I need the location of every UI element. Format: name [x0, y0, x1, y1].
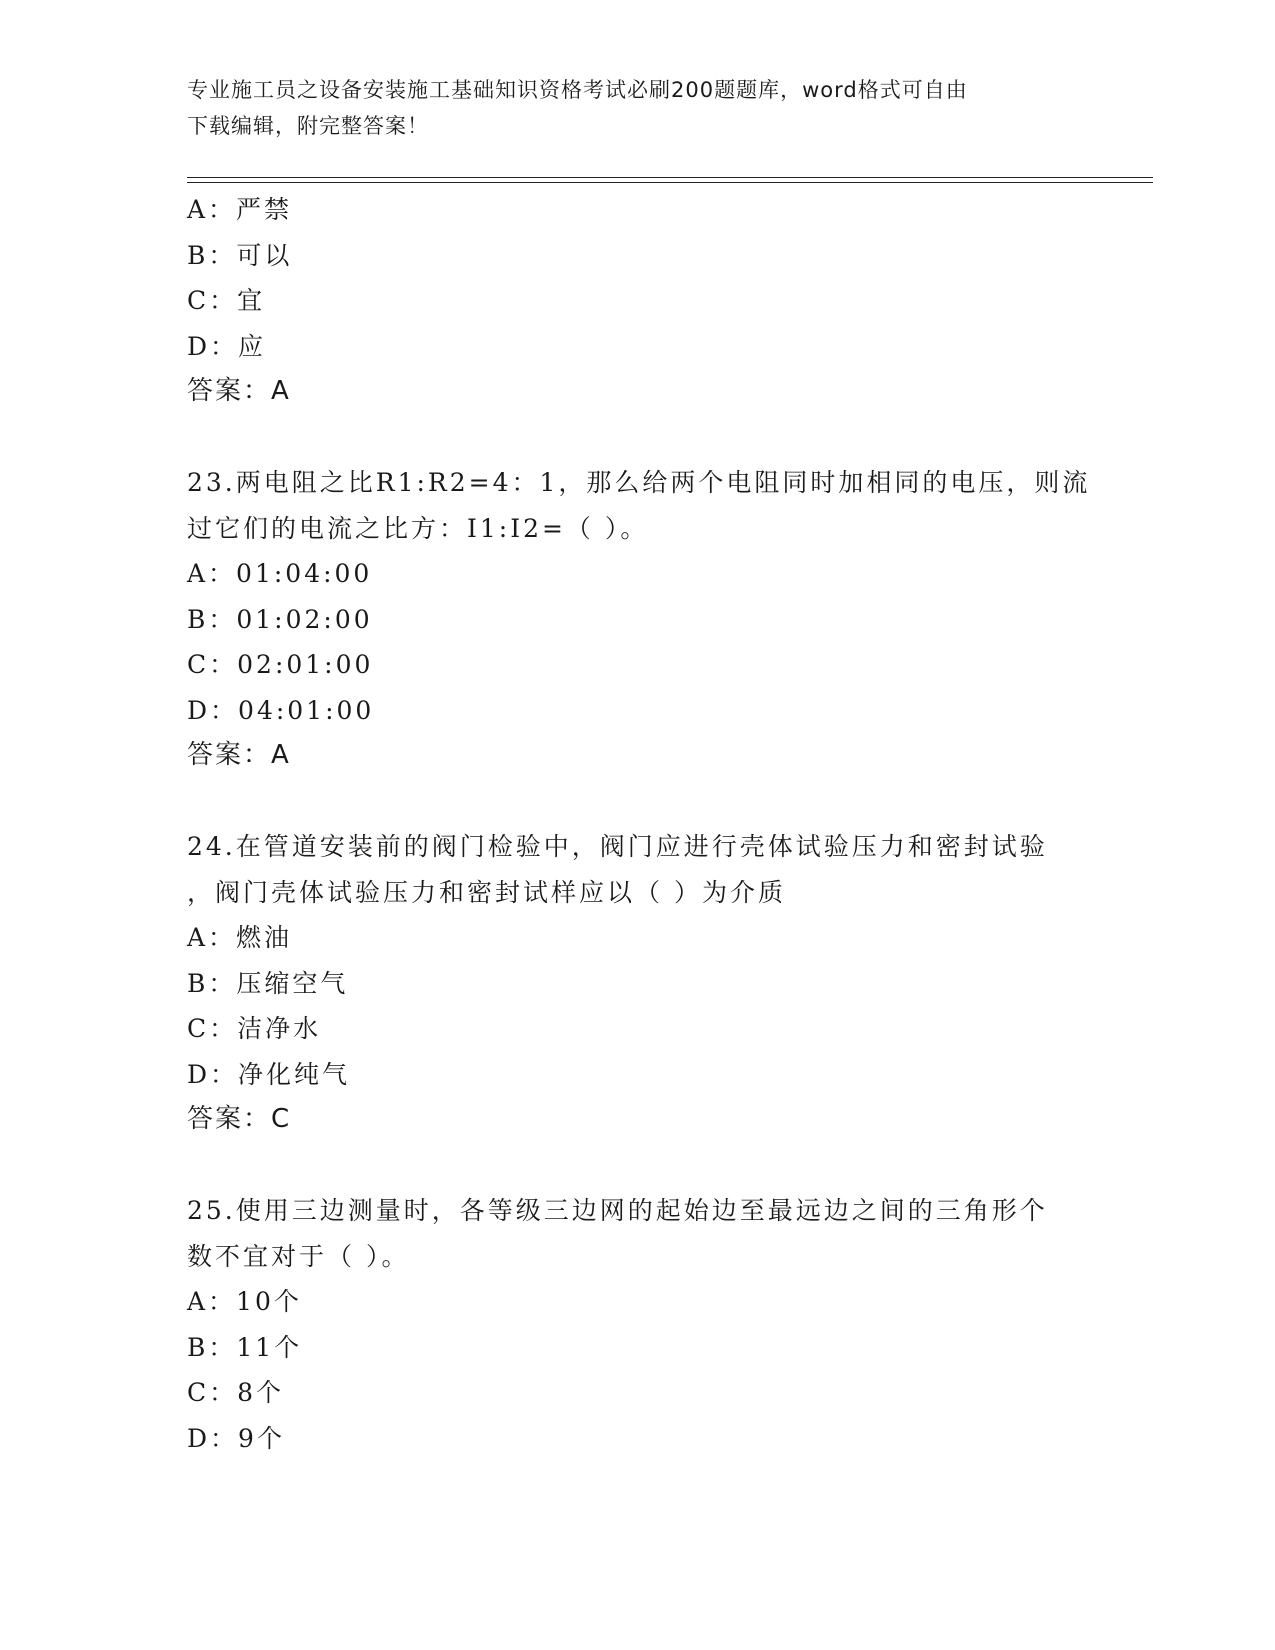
option-b: B：可以: [187, 240, 293, 270]
header-line-1: 专业施工员之设备安装施工基础知识资格考试必刷200题题库，word格式可自由: [187, 78, 968, 102]
option-d: D：9个: [187, 1423, 285, 1453]
option-b: B：11个: [187, 1332, 303, 1362]
option-c: C：02:01:00: [187, 650, 374, 679]
question-text-line-2: 过它们的电流之比方：I1:I2=（ ）。: [187, 513, 649, 543]
question-list: [187, 187, 1091, 1461]
spacer: [187, 779, 1087, 825]
document-header: [187, 72, 1087, 144]
option-b: B：压缩空气: [187, 968, 349, 998]
option-a: A：严禁: [187, 195, 293, 224]
option-d: D：净化纯气: [187, 1059, 351, 1089]
header-divider-bottom: [187, 182, 1153, 183]
answer: 答案：A: [187, 376, 291, 406]
option-d: D：应: [187, 331, 267, 361]
question-25: [187, 1188, 1087, 1461]
question-text-line-2: ，阀门壳体试验压力和密封试样应以（ ）为介质: [187, 877, 786, 907]
question-23: [187, 460, 1091, 779]
option-c: C：宜: [187, 286, 266, 315]
question-22: [187, 187, 1087, 415]
header-line-2: 下载编辑，附完整答案！: [187, 114, 429, 138]
option-a: A：01:04:00: [187, 559, 373, 588]
option-b: B：01:02:00: [187, 604, 373, 634]
answer: 答案：C: [187, 1104, 292, 1134]
header-divider-top: [187, 177, 1153, 178]
spacer: [187, 1143, 1087, 1189]
question-text-line-2: 数不宜对于（ ）。: [187, 1241, 410, 1271]
option-d: D：04:01:00: [187, 695, 375, 725]
option-c: C：洁净水: [187, 1014, 322, 1043]
option-c: C：8个: [187, 1378, 285, 1407]
option-a: A：10个: [187, 1287, 302, 1316]
question-text-line-1: 24.在管道安装前的阀门检验中，阀门应进行壳体试验压力和密封试验: [187, 832, 1048, 861]
spacer: [187, 415, 1087, 461]
answer: 答案：A: [187, 740, 291, 770]
option-a: A：燃油: [187, 923, 293, 952]
question-text-line-1: 23.两电阻之比R1:R2=4：1，那么给两个电阻同时加相同的电压，则流: [187, 468, 1091, 497]
question-text-line-1: 25.使用三边测量时，各等级三边网的起始边至最远边之间的三角形个: [187, 1196, 1048, 1225]
question-24: [187, 824, 1087, 1143]
